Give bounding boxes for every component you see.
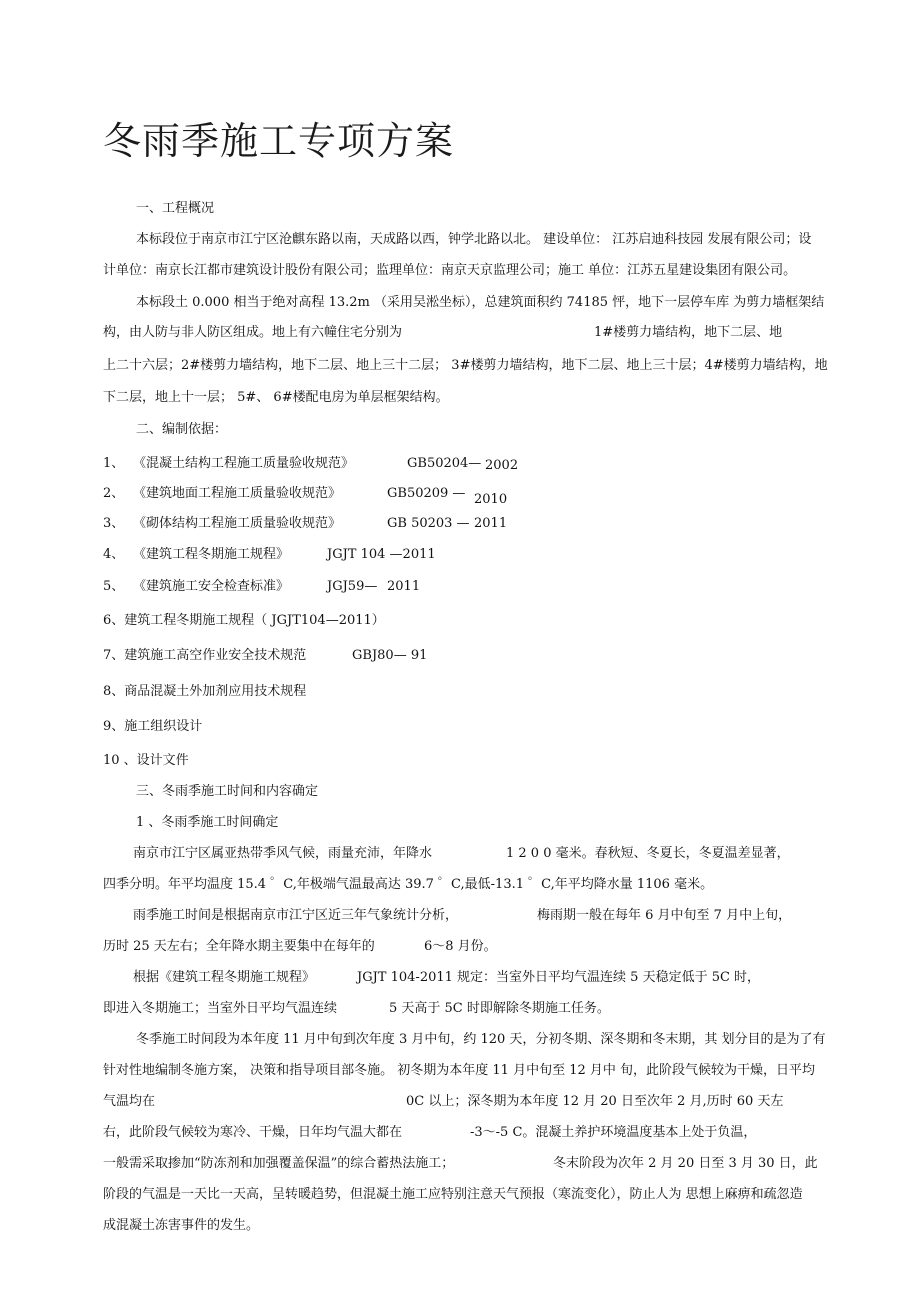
basis-item-number: 5、 bbox=[103, 579, 125, 594]
basis-item-name: 《建筑工程冬期施工规程》 bbox=[133, 547, 290, 562]
overview-paragraph-line: 计单位：南京长江都市建筑设计股份有限公司；监理单位：南京天京监理公司；施工 单位：江苏五星建设集团有限公司。 bbox=[103, 263, 797, 278]
basis-item-code: JGJT 104 —2011 bbox=[327, 547, 436, 562]
basis-item: 10 、设计文件 bbox=[103, 753, 189, 768]
schedule-paragraph-line: 1 2 0 0 毫米。春秋短、冬夏长，冬夏温差显著， bbox=[506, 846, 790, 861]
overview-paragraph-line: 下二层，地上十一层； 5#、 6#楼配电房为单层框架结构。 bbox=[103, 390, 449, 405]
basis-item-code: GB 50203 — bbox=[387, 516, 470, 531]
basis-item-number: 3、 bbox=[103, 516, 125, 531]
schedule-paragraph-line: 即进入冬期施工；当室外日平均气温连续 bbox=[103, 1001, 338, 1016]
basis-item-year: 2011 bbox=[474, 516, 508, 531]
basis-item-name: 《建筑地面工程施工质量验收规范》 bbox=[133, 486, 342, 501]
basis-item-year: 2011 bbox=[387, 579, 421, 594]
schedule-paragraph-line: 右，此阶段气候较为寒冷、干燥，日年均气温大都在 bbox=[103, 1125, 403, 1140]
basis-item-code: GBJ80— 91 bbox=[352, 648, 428, 663]
overview-paragraph-line: 上二十六层；2#楼剪力墙结构，地下二层、地上三十二层； 3#楼剪力墙结构，地下二层、地上三十层；4#楼剪力墙结构，地 bbox=[103, 358, 828, 373]
schedule-paragraph-line: 0C 以上；深冬期为本年度 12 月 20 日至次年 2 月,历时 60 天左 bbox=[406, 1094, 784, 1109]
schedule-paragraph-line: 冬季施工时间段为本年度 11 月中旬到次年度 3 月中旬，约 120 天，分初冬期、深冬期和冬末期，其 划分目的是为了有 bbox=[136, 1032, 826, 1047]
schedule-paragraph-line: 针对性地编制冬施方案， 决策和指导项目部冬施。 初冬期为本年度 11 月中旬至 12 月中 旬，此阶段气候较为干燥，日平均 bbox=[103, 1063, 816, 1078]
basis-item-code: JGJ59— bbox=[327, 579, 378, 594]
schedule-paragraph-line: -3～-5 C。混凝土养护环境温度基本上处于负温， bbox=[470, 1125, 757, 1140]
overview-paragraph-line: 构，由人防与非人防区组成。地上有六幢住宅分别为 bbox=[103, 325, 403, 340]
basis-item: 9、施工组织设计 bbox=[103, 719, 203, 734]
schedule-paragraph-line: 雨季施工时间是根据南京市江宁区近三年气象统计分析， bbox=[133, 908, 459, 923]
section-heading-schedule: 三、冬雨季施工时间和内容确定 bbox=[136, 784, 319, 799]
section-heading-overview: 一、工程概况 bbox=[136, 201, 215, 216]
basis-item: 6、建筑工程冬期施工规程（ JGJT104—2011） bbox=[103, 613, 385, 628]
basis-item-number: 1、 bbox=[103, 456, 125, 471]
schedule-paragraph-line: 一般需采取掺加“防冻剂和加强覆盖保温”的综合蓄热法施工； bbox=[103, 1156, 455, 1171]
overview-paragraph-line: 本标段土 0.000 相当于绝对高程 13.2m （采用吴淞坐标），总建筑面积约 74185 怦，地下一层停车库 为剪力墙框架结 bbox=[136, 295, 825, 310]
basis-item: 8、商品混凝土外加剂应用技术规程 bbox=[103, 684, 307, 699]
section-heading-basis: 二、编制依据： bbox=[136, 422, 228, 437]
overview-paragraph-line: 1#楼剪力墙结构，地下二层、地 bbox=[594, 325, 783, 340]
basis-item-number: 4、 bbox=[103, 547, 125, 562]
schedule-paragraph-line: 根据《建筑工程冬期施工规程》 bbox=[133, 970, 316, 985]
basis-item-code: GB50204— bbox=[407, 456, 482, 471]
basis-item-year: 2002 bbox=[485, 458, 519, 473]
basis-item-number: 2、 bbox=[103, 486, 125, 501]
schedule-paragraph-line: 气温均在 bbox=[103, 1094, 156, 1109]
schedule-paragraph-line: 成混凝土冻害事件的发生。 bbox=[103, 1218, 260, 1233]
schedule-paragraph-line: 南京市江宁区属亚热带季风气候，雨量充沛，年降水 bbox=[133, 846, 433, 861]
schedule-paragraph-line: 四季分明。年平均温度 15.4 ゜C,年极端气温最高达 39.7 ゜C,最低-13.1 ゜C,年平均降水量 1106 毫米。 bbox=[103, 877, 714, 892]
basis-item-year: 2010 bbox=[474, 492, 508, 507]
schedule-paragraph-line: 5 天高于 5C 时即解除冬期施工任务。 bbox=[389, 1001, 610, 1016]
schedule-paragraph-line: 冬末阶段为次年 2 月 20 日至 3 月 30 日，此 bbox=[553, 1156, 818, 1171]
basis-item-code: GB50209 — bbox=[387, 486, 466, 501]
page-title: 冬雨季施工专项方案 bbox=[103, 119, 455, 163]
overview-paragraph-line: 本标段位于南京市江宁区沧麒东路以南，天成路以西，钟学北路以北。 建设单位： 江苏启迪科技园 发展有限公司；设 bbox=[136, 232, 812, 247]
schedule-paragraph-line: 历时 25 天左右；全年降水期主要集中在每年的 bbox=[103, 939, 375, 954]
schedule-paragraph-line: 6～8 月份。 bbox=[424, 939, 497, 954]
schedule-paragraph-line: 阶段的气温是一天比一天高，呈转暖趋势，但混凝土施工应特别注意天气预报（寒流变化），防止人为 思想上麻痹和疏忽造 bbox=[103, 1187, 803, 1202]
basis-item-name: 《砌体结构工程施工质量验收规范》 bbox=[133, 516, 342, 531]
basis-item: 7、建筑施工高空作业安全技术规范 bbox=[103, 648, 307, 663]
schedule-paragraph-line: JGJT 104-2011 规定：当室外日平均气温连续 5 天稳定低于 5C 时， bbox=[357, 970, 761, 985]
basis-item-name: 《建筑施工安全检查标准》 bbox=[133, 579, 290, 594]
basis-item-name: 《混凝土结构工程施工质量验收规范》 bbox=[133, 456, 355, 471]
subsection-heading: 1 、冬雨季施工时间确定 bbox=[136, 815, 279, 830]
schedule-paragraph-line: 梅雨期一般在每年 6 月中旬至 7 月中上旬， bbox=[537, 908, 792, 923]
